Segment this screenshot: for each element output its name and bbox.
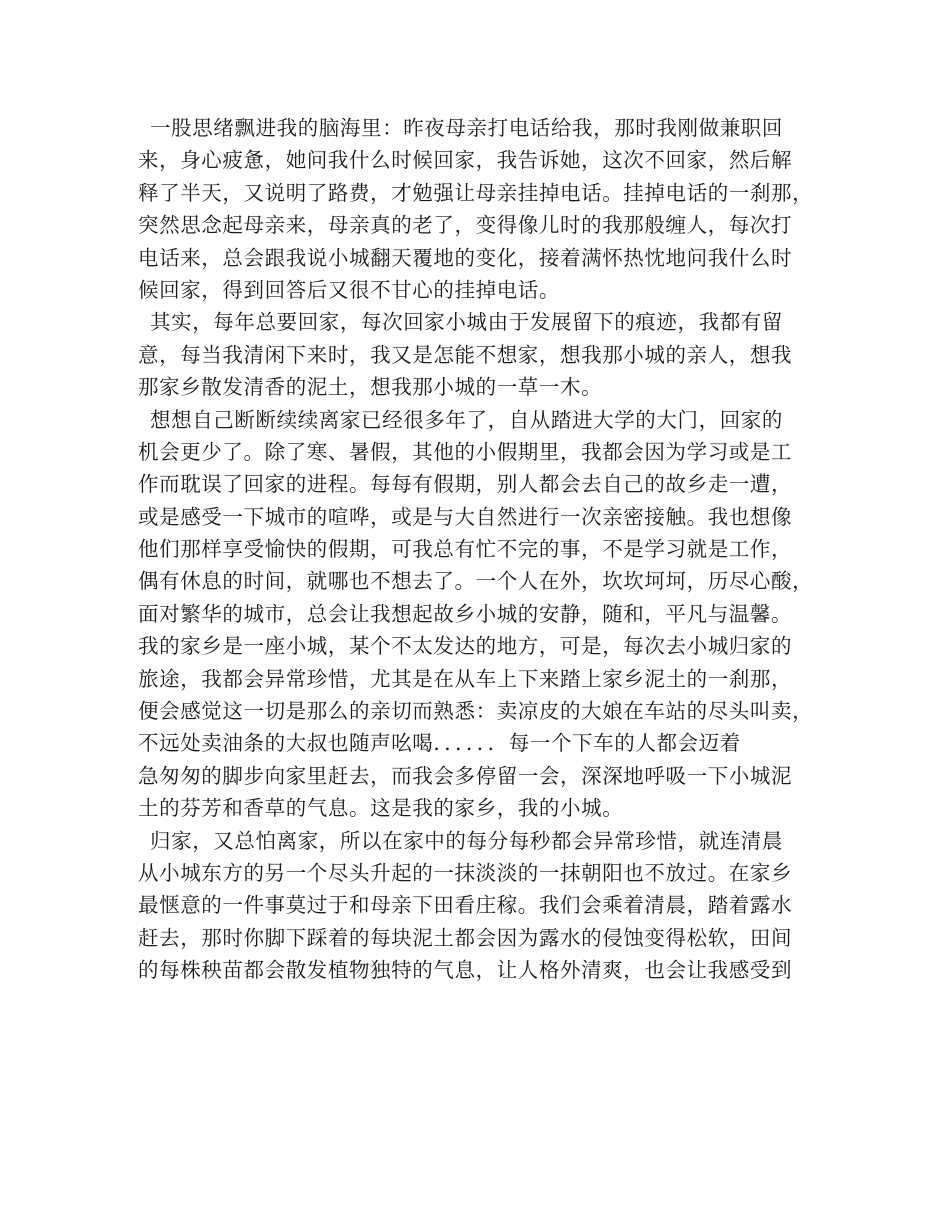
text-line: 意，每当我清闲下来时，我又是怎能不想家，想我那小城的亲人，想我 xyxy=(138,342,793,367)
text-line: 我的家乡是一座小城，某个不太发达的地方，可是，每次去小城归家的 xyxy=(138,634,793,659)
text-line: 土的芬芳和香草的气息。这是我的家乡，我的小城。 xyxy=(138,796,624,821)
text-line: 其实，每年总要回家，每次回家小城由于发展留下的痕迹，我都有留 xyxy=(150,310,783,335)
text-line: 想想自己断断续续离家已经很多年了，自从踏进大学的大门，回家的 xyxy=(150,407,783,432)
text-line: 作而耽误了回家的进程。每每有假期，别人都会去自己的故乡走一遭， xyxy=(138,472,793,497)
text-line: 来，身心疲惫，她问我什么时候回家，我告诉她，这次不回家，然后解 xyxy=(138,148,793,173)
text-line: 那家乡散发清香的泥土，想我那小城的一草一木。 xyxy=(138,375,603,400)
text-line: 便会感觉这一切是那么的亲切而熟悉：卖凉皮的大娘在车站的尽头叫卖， xyxy=(138,699,814,724)
text-line: 或是感受一下城市的喧哗，或是与大自然进行一次亲密接触。我也想像 xyxy=(138,504,793,529)
text-line: 候回家，得到回答后又很不甘心的挂掉电话。 xyxy=(138,277,560,302)
text-line: 从小城东方的另一个尽头升起的一抹淡淡的一抹朝阳也不放过。在家乡 xyxy=(138,860,793,885)
text-line: 突然思念起母亲来，母亲真的老了，变得像儿时的我那般缠人，每次打 xyxy=(138,213,793,238)
text-line: 旅途，我都会异常珍惜，尤其是在从车上下来踏上家乡泥土的一刹那， xyxy=(138,666,793,691)
text-line: 偶有休息的时间，就哪也不想去了。一个人在外，坎坎坷坷，历尽心酸， xyxy=(138,569,814,594)
text-line: 机会更少了。除了寒、暑假，其他的小假期里，我都会因为学习或是工 xyxy=(138,439,793,464)
text-line: 归家，又总怕离家，所以在家中的每分每秒都会异常珍惜，就连清晨 xyxy=(150,828,783,853)
text-line: 面对繁华的城市，总会让我想起故乡小城的安静，随和，平凡与温馨。 xyxy=(138,601,793,626)
document-body xyxy=(138,112,828,987)
text-line: 电话来，总会跟我说小城翻天覆地的变化，接着满怀热忱地问我什么时 xyxy=(138,245,793,270)
text-line: 他们那样享受愉快的假期，可我总有忙不完的事，不是学习就是工作， xyxy=(138,537,793,562)
text-line: 释了半天，又说明了路费，才勉强让母亲挂掉电话。挂掉电话的一刹那， xyxy=(138,180,814,205)
text-line: 赶去，那时你脚下踩着的每块泥土都会因为露水的侵蚀变得松软，田间 xyxy=(138,925,793,950)
text-line: 急匆匆的脚步向家里赶去，而我会多停留一会，深深地呼吸一下小城泥 xyxy=(138,763,793,788)
text-line: 不远处卖油条的大叔也随声吆喝．．．．．．每一个下车的人都会迈着 xyxy=(138,731,741,756)
text-line: 的每株秧苗都会散发植物独特的气息，让人格外清爽，也会让我感受到 xyxy=(138,958,793,983)
text-line: 一股思绪飘进我的脑海里：昨夜母亲打电话给我，那时我刚做兼职回 xyxy=(150,116,783,140)
text-line: 最惬意的一件事莫过于和母亲下田看庄稼。我们会乘着清晨，踏着露水 xyxy=(138,893,793,918)
